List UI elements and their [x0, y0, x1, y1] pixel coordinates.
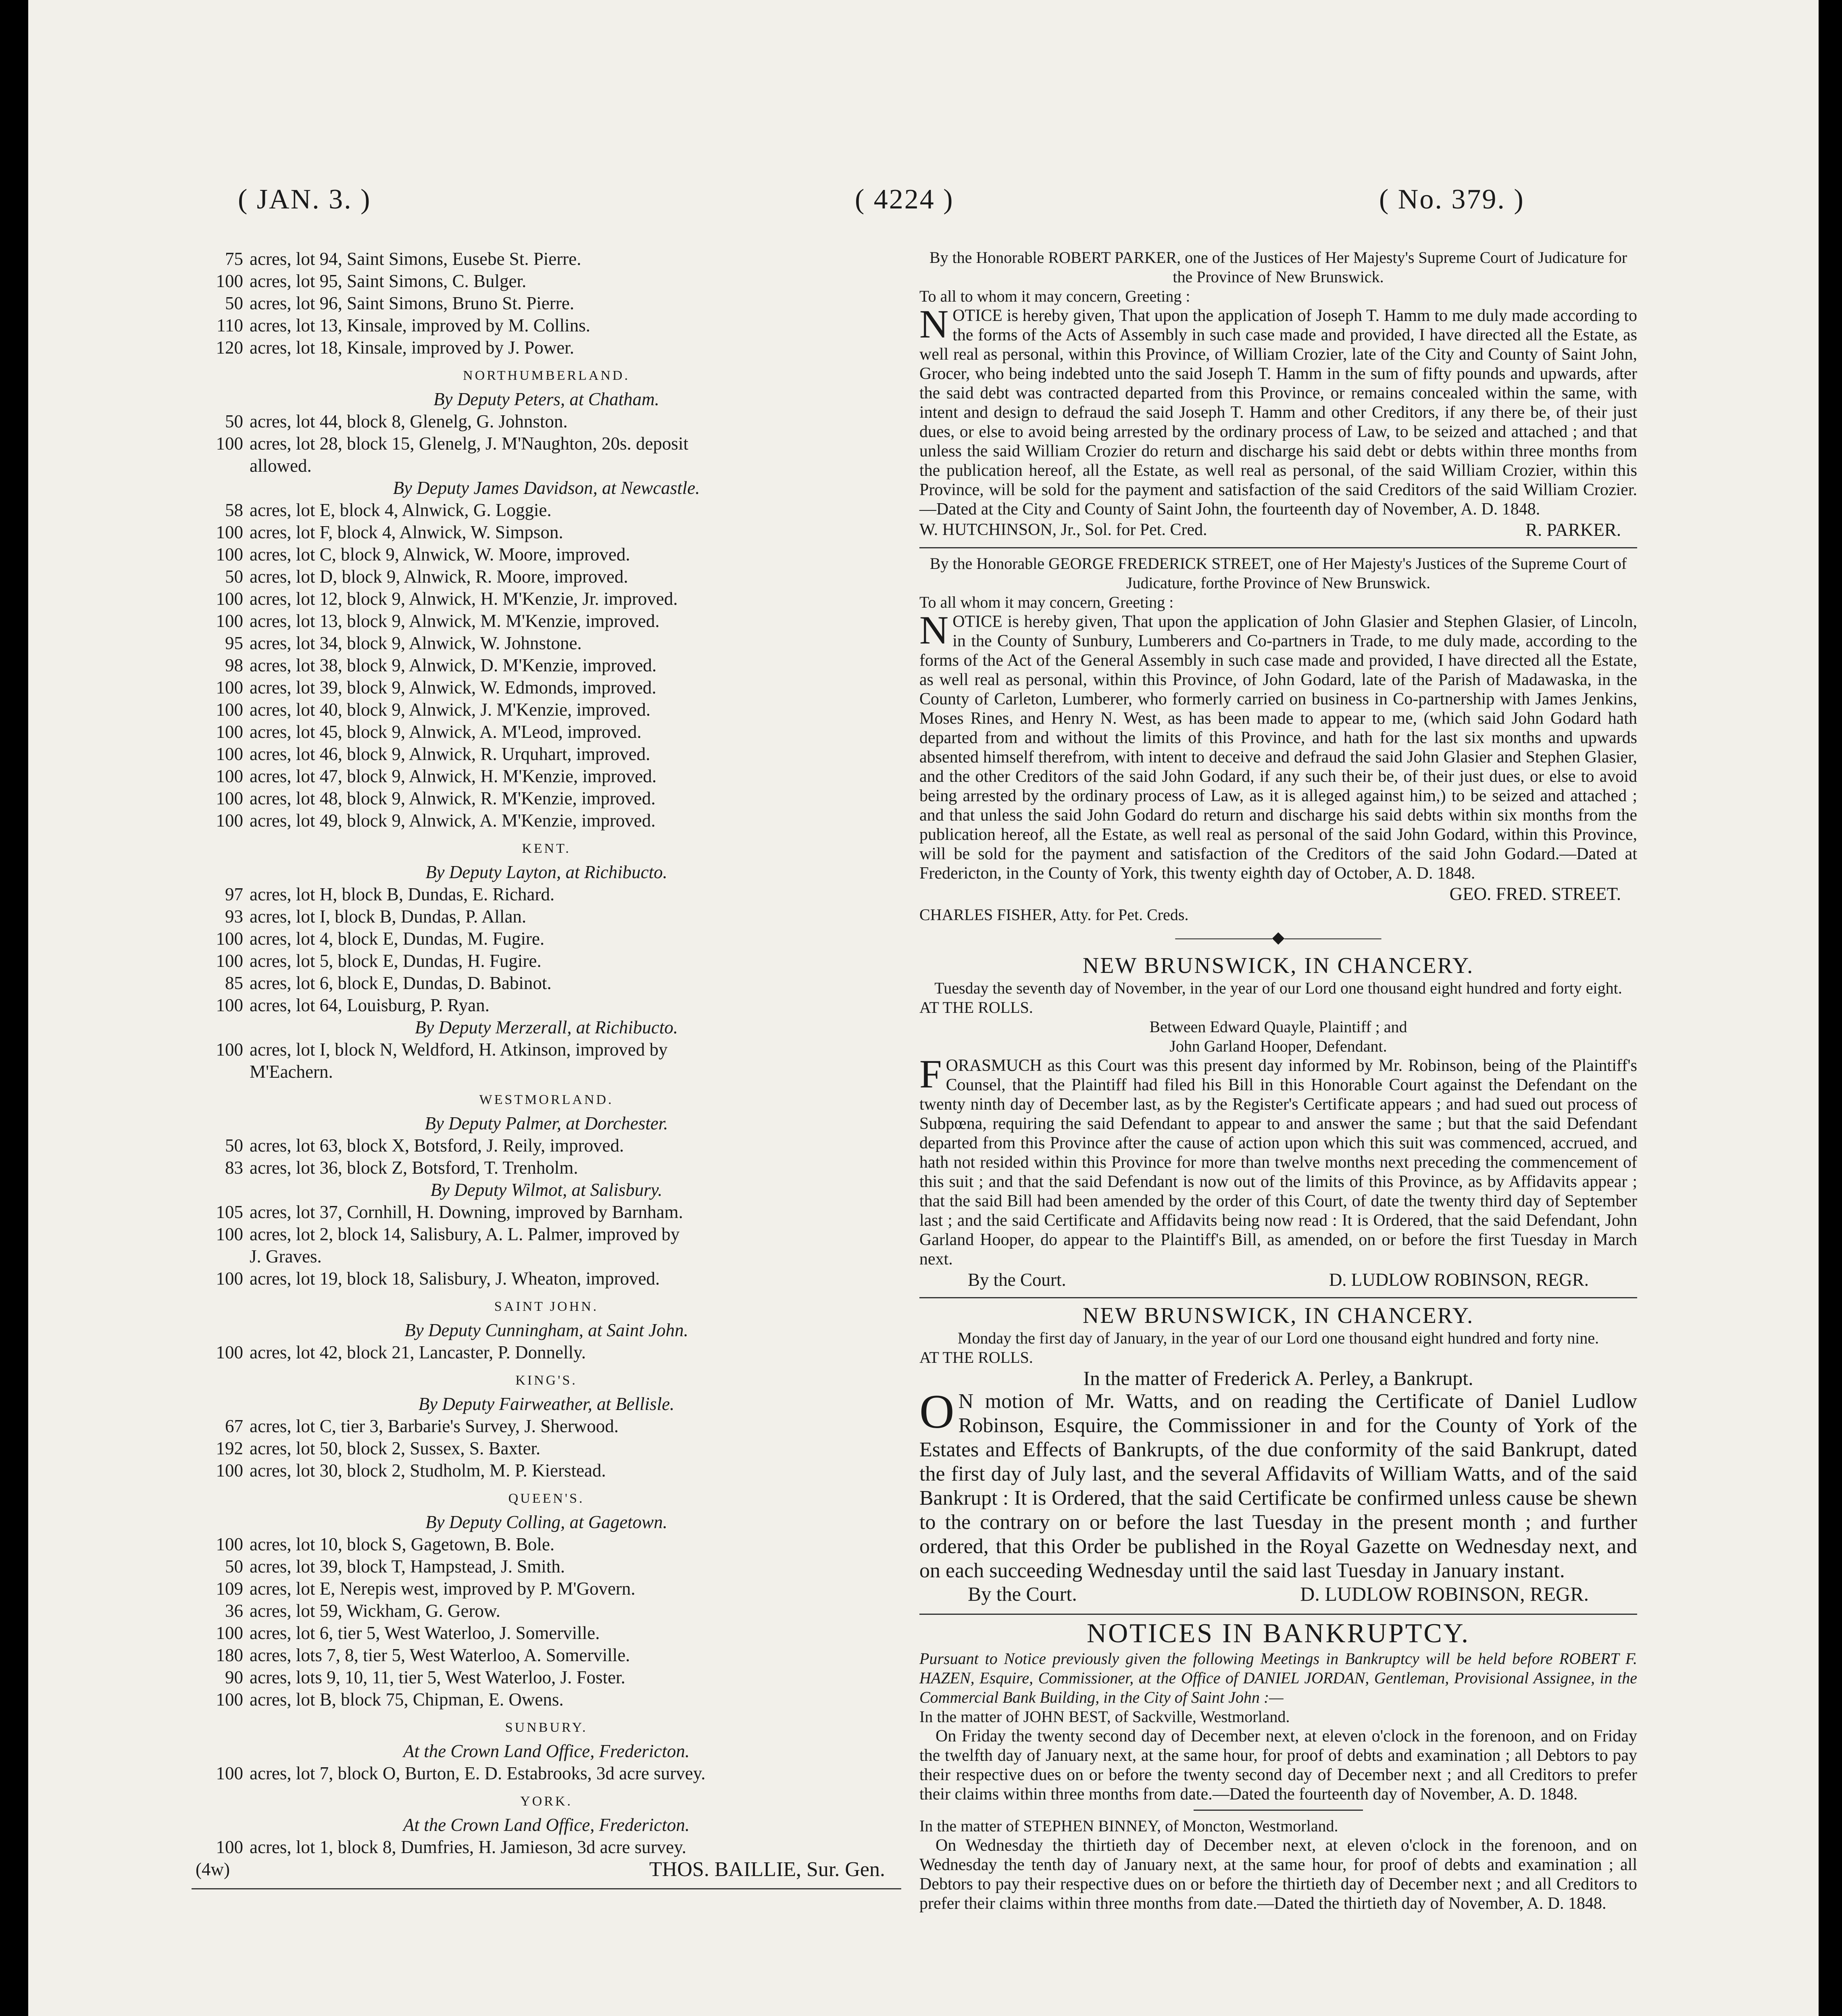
notice-body: NOTICE is hereby given, That upon the application of Joseph T. Hamm to me duly made according to the forms of the Acts of Assembly in such case made and provided, I have directed all the Estate, as well real as personal, within this Province, of William Crozier, late of the City and County of Saint John, Grocer, who being indebted unto the said Joseph T. Hamm in the sum of fifty pounds and upwards, after the said debt was contracted departed from this Province, or remains concealed within the same, with intent and design to defraud the said Joseph T. Hamm and other Creditors, if any there be, of their just dues, or else to avoid being arrested by the ordinary process of Law, to be seized and attached ; and that unless the said William Crozier do return and discharge his said debt or debts within three months from the publication hereof, all the Estate, as well real as personal, of the said William Crozier, within this Province, will be sold for the payment and satisfaction of the said Creditors of the said William Crozier.—Dated at the City and County of Saint John, the fourteenth day of November, A. D. 1848. — [919, 302, 1637, 519]
lot-acreage: 100 — [216, 744, 243, 764]
chancery-body: FORASMUCH as this Court was this present day informed by Mr. Robinson, being of the Plaintiff's Counsel, that the Plaintiff had filed his Bill in this Honorable Court against the Defendant on the twenty ninth day of December last, as by the Register's Certificate appears ; and had sued out process of Subpœna, requiring the said Defendant to appear to and answer the same ; but that the said Defendant departed from this Province after the cause of action upon which this suit was commenced, accrued, and hath not resided within this Province for more than twelve months next preceding the commencement of this suit ; and that the said Defendant is now out of the limits of this Province, as by Affidavits appear ; that the said Bill had been amended by the order of this Court, of date the twenty third day of September last ; and the said Certificate and Affidavits being now read : It is Ordered, that the said Defendant, John Garland Hooper, do appear to the Plaintiff's Bill, as amended, on or before the first Tuesday in March next. — [919, 1052, 1637, 1268]
lot-acreage: 100 — [216, 522, 243, 542]
lot-description: acres, lot 95, Saint Simons, C. Bulger. — [250, 271, 527, 291]
lot-entry — [192, 1201, 901, 1223]
lot-acreage: 100 — [216, 722, 243, 742]
lot-entry — [192, 699, 901, 721]
chancery-matter: In the matter of Frederick A. Perley, a Bankrupt. — [1083, 1367, 1473, 1389]
lot-description: acres, lot 50, block 2, Sussex, S. Baxter. — [250, 1438, 541, 1458]
lot-acreage: 100 — [216, 589, 243, 609]
lot-description: acres, lot 34, block 9, Alnwick, W. Johnstone. — [250, 633, 582, 653]
lot-entry — [192, 721, 901, 743]
lot-acreage: 95 — [225, 633, 243, 653]
lot-entry — [192, 632, 901, 654]
lot-acreage: 100 — [216, 677, 243, 698]
header-issue-number: ( No. 379. ) — [1379, 184, 1525, 215]
lot-description: acres, lot D, block 9, Alnwick, R. Moore, improved. — [250, 566, 628, 587]
lot-entry — [192, 1223, 901, 1245]
lot-entry — [192, 654, 901, 677]
lot-acreage: 83 — [225, 1158, 243, 1178]
lot-continuation: J. Graves. — [250, 1246, 322, 1266]
lot-acreage: 100 — [216, 611, 243, 631]
lot-acreage: 100 — [216, 766, 243, 786]
lot-acreage: 100 — [216, 544, 243, 564]
chancery-parties: Between Edward Quayle, Plaintiff ; and — [1149, 1018, 1407, 1036]
lot-description: acres, lot 36, block Z, Botsford, T. Trenholm. — [250, 1158, 578, 1178]
lot-entry — [192, 1556, 901, 1578]
lot-entry — [192, 1689, 901, 1711]
lot-description: acres, lot 38, block 9, Alnwick, D. M'Kenzie, improved. — [250, 655, 657, 675]
bankruptcy-matter: In the matter of JOHN BEST, of Sackville, Westmorland. — [919, 1708, 1290, 1726]
lot-description: acres, lot 37, Cornhill, H. Downing, improved by Barnham. — [250, 1202, 683, 1222]
divider — [919, 547, 1637, 548]
lot-entry — [192, 1578, 901, 1600]
lot-entry — [192, 677, 901, 699]
lot-continuation: allowed. — [250, 456, 312, 476]
lots-palmer — [192, 1135, 901, 1179]
lot-acreage: 50 — [225, 1135, 243, 1156]
lots-layton — [192, 883, 901, 1016]
signature-row — [919, 1269, 1637, 1291]
lot-acreage: 110 — [217, 315, 243, 335]
lot-acreage: 100 — [216, 433, 243, 454]
notice-body: NOTICE is hereby given, That upon the application of John Glasier and Stephen Glasier, of Lincoln, in the County of Sunbury, Lumberers and Co-partners in Trade, to me duly made, according to the forms of the Act of the General Assembly in such case made and provided, I have directed all the Estate, as well real as personal, within this Province, of John Godard, late of the Parish of Madawaska, in the County of Carleton, Lumberer, who formerly carried on business in Co-partnership with James Jenkins, Moses Rines, and Henry N. West, as has been made to appear to me, (which said John Godard hath departed from and without the limits of this Province, and hath for the last six months and upwards absented himself therefrom, with intent to deceive and defraud the said John Glasier and Stephen Glasier, and the other Creditors of the said John Godard, if any such their be, of their just dues, or else to avoid being arrested by the ordinary process of Law, as it is alleged against him,) to be seized and attached ; and that unless the said John Godard do return and discharge his said debts within six months from the publication hereof, all the Estate, as well real as personal of the said John Godard, within this Province, will be sold for the payment and satisfaction of the Creditors of the said John Godard.—Dated at Fredericton, in the County of York, this twenty eighth day of October, A. D. 1848. — [919, 608, 1637, 883]
lot-description: acres, lot 49, block 9, Alnwick, A. M'Kenzie, improved. — [250, 810, 656, 831]
county-heading: QUEEN'S. — [508, 1491, 585, 1506]
lot-entry — [192, 810, 901, 832]
lot-entry — [192, 292, 901, 314]
deputy-heading: By Deputy Colling, at Gagetown. — [425, 1512, 667, 1532]
lot-description: acres, lot H, block B, Dundas, E. Richard. — [250, 884, 555, 904]
lot-acreage: 100 — [216, 951, 243, 971]
bankruptcy-matter: In the matter of STEPHEN BINNEY, of Moncton, Westmorland. — [919, 1817, 1338, 1835]
lot-description: acres, lot 40, block 9, Alnwick, J. M'Kenzie, improved. — [250, 700, 651, 720]
lot-entry — [192, 972, 901, 994]
chancery-date: Tuesday the seventh day of November, in the year of our Lord one thousand eight hundred and forty eight. — [934, 979, 1622, 997]
lot-entry — [192, 1533, 901, 1556]
lot-entry — [192, 787, 901, 810]
deputy-heading: By Deputy James Davidson, at Newcastle. — [393, 478, 700, 498]
lot-entry — [192, 1600, 901, 1622]
lot-description: acres, lot 10, block S, Gagetown, B. Bole. — [250, 1534, 555, 1554]
office-heading: At the Crown Land Office, Fredericton. — [403, 1815, 690, 1835]
lot-description: acres, lot 13, Kinsale, improved by M. Collins. — [250, 315, 590, 335]
county-heading: WESTMORLAND. — [479, 1092, 614, 1107]
by-court: By the Court. — [968, 1583, 1077, 1605]
lot-entry — [192, 1460, 901, 1482]
signature-row — [919, 519, 1637, 541]
signature-row — [192, 1858, 901, 1883]
lot-entry — [192, 906, 901, 928]
lot-description: acres, lot 63, block X, Botsford, J. Reily, improved. — [250, 1135, 624, 1156]
lot-description: acres, lot 46, block 9, Alnwick, R. Urquhart, improved. — [250, 744, 650, 764]
lot-acreage: 67 — [225, 1416, 243, 1436]
chancery-defendant: John Garland Hooper, Defendant. — [1169, 1037, 1387, 1055]
lot-entry — [192, 433, 901, 455]
lot-acreage: 100 — [216, 271, 243, 291]
office-heading: At the Crown Land Office, Fredericton. — [403, 1741, 690, 1761]
lot-entry: 100 acres, lot I, block N, Weldford, H. Atkinson, improved by — [216, 1039, 668, 1060]
notice-greeting: To all whom it may concern, Greeting : — [919, 593, 1174, 611]
lot-entry — [192, 1644, 901, 1666]
lot-entry — [192, 1437, 901, 1460]
signature-row — [919, 1583, 1637, 1608]
lot-description: acres, lot E, Nerepis west, improved by P. M'Govern. — [250, 1579, 636, 1599]
lot-acreage: 50 — [225, 411, 243, 431]
county-heading: KING'S. — [515, 1373, 577, 1388]
lot-description: acres, lot 28, block 15, Glenelg, J. M'Naughton, 20s. deposit — [250, 433, 688, 454]
lot-entry — [192, 521, 901, 544]
lot-description: acres, lot 6, tier 5, West Waterloo, J. Somerville. — [250, 1623, 600, 1643]
lot-acreage: 97 — [225, 884, 243, 904]
lot-description: acres, lot 39, block T, Hampstead, J. Smith. — [250, 1556, 565, 1577]
lot-description: acres, lot F, block 4, Alnwick, W. Simpson. — [250, 522, 563, 542]
lot-acreage: 100 — [216, 1460, 243, 1481]
lot-acreage: 109 — [216, 1579, 243, 1599]
deputy-heading: By Deputy Fairweather, at Bellisle. — [418, 1394, 675, 1414]
bankruptcy-body: On Friday the twenty second day of December next, at eleven o'clock in the forenoon, and on Friday the twelfth day of January next, at the same hour, for proof of debts and examination ; all Debtors to pay their respective dues on or before the twenty second day of December next ; and all Creditors to prefer their claims within three months from date.—Dated the fourteenth day of November, A. D. 1848. — [919, 1727, 1637, 1804]
lot-entry — [192, 994, 901, 1016]
lots-davidson — [192, 499, 901, 832]
lot-acreage: 100 — [216, 788, 243, 808]
lot-entry — [192, 566, 901, 588]
land-lots-column — [192, 248, 901, 1895]
lot-description: acres, lot E, block 4, Alnwick, G. Loggie. — [250, 500, 552, 520]
lot-entry — [192, 499, 901, 521]
lot-entry: 100 acres, lot 7, block O, Burton, E. D. Estabrooks, 3d acre survey. — [216, 1763, 706, 1783]
lot-entry — [192, 883, 901, 906]
lot-acreage: 120 — [216, 337, 243, 358]
lot-entry: 100 acres, lot 1, block 8, Dumfries, H. Jamieson, 3d acre survey. — [216, 1837, 687, 1857]
lot-acreage: 100 — [216, 1623, 243, 1643]
lot-entry: 100 acres, lot 19, block 18, Salisbury, J. Wheaton, improved. — [216, 1268, 660, 1289]
chancery-title: NEW BRUNSWICK, IN CHANCERY. — [1082, 953, 1474, 978]
bankruptcy-title: NOTICES IN BANKRUPTCY. — [1086, 1618, 1470, 1648]
gazette-page — [28, 0, 1819, 2016]
bankruptcy-body: On Wednesday the thirtieth day of December next, at eleven o'clock in the forenoon, and on Wednesday the tenth day of January next, at the same hour, for proof of debts and examination ; all Debtors to pay their respective dues on or before the thirtieth day of December next ; and all Creditors to prefer their claims within three months from date.—Dated the thirtieth day of November, A. D. 1848. — [919, 1836, 1637, 1913]
lot-acreage: 36 — [225, 1601, 243, 1621]
lots-peters — [192, 410, 901, 455]
lot-description: acres, lot 64, Louisburg, P. Ryan. — [250, 995, 490, 1015]
registrar-signature: D. LUDLOW ROBINSON, REGR. — [1329, 1270, 1589, 1290]
lot-entry — [192, 743, 901, 765]
lots-colling — [192, 1533, 901, 1711]
lot-entry — [192, 544, 901, 566]
chancery-body: O N motion of Mr. Watts, and on reading the Certificate of Daniel Ludlow Robinson, Esquire, the Commissioner in and for the County of York of the Estates and Effects of Bankrupts, of the due conformity of the said Bankrupt, dated the first day of July last, and the several Affidavits of William Watts, and of the said Bankrupt : It is Ordered, that the said Certificate be confirmed unless cause be shewn to the contrary on or before the last Tuesday in the present month ; and further ordered, that this Order be published in the Royal Gazette on Wednesday next, and on each succeeding Wednesday until the said last Tuesday in January instant. — [919, 1385, 1637, 1582]
lot-description: acres, lot C, block 9, Alnwick, W. Moore, improved. — [250, 544, 630, 564]
notice-greeting: To all to whom it may concern, Greeting : — [919, 287, 1190, 305]
lot-acreage: 58 — [225, 500, 243, 520]
header-date: ( JAN. 3. ) — [238, 184, 371, 215]
deputy-heading: By Deputy Wilmot, at Salisbury. — [430, 1180, 663, 1200]
notice-attorney: CHARLES FISHER, Atty. for Pet. Creds. — [919, 906, 1189, 924]
lot-description: acres, lot 47, block 9, Alnwick, H. M'Kenzie, improved. — [250, 766, 657, 786]
lot-description: acres, lot 48, block 9, Alnwick, R. M'Kenzie, improved. — [250, 788, 656, 808]
surveyor-signature: THOS. BAILLIE, Sur. Gen. — [649, 1858, 885, 1881]
lot-description: acres, lot I, block B, Dundas, P. Allan. — [250, 906, 527, 927]
lot-description: acres, lot 6, block E, Dundas, D. Babinot. — [250, 973, 552, 993]
lot-entry — [192, 1666, 901, 1689]
lots-top — [192, 248, 901, 359]
lot-description: acres, lot 2, block 14, Salisbury, A. L. Palmer, improved by — [250, 1224, 680, 1244]
lot-entry — [192, 1135, 901, 1157]
lot-acreage: 50 — [225, 566, 243, 587]
lot-continuation: M'Eachern. — [250, 1062, 333, 1082]
lots-wilmot — [192, 1201, 901, 1245]
lot-acreage: 100 — [216, 1534, 243, 1554]
lot-description: acres, lot B, block 75, Chipman, E. Owens. — [250, 1689, 564, 1710]
lot-entry — [192, 270, 901, 292]
deputy-heading: By Deputy Peters, at Chatham. — [433, 389, 659, 409]
bankruptcy-intro: Pursuant to Notice previously given the following Meetings in Bankruptcy will be held before ROBERT F. HAZEN, Esquire, Commissioner, at the Office of DANIEL JORDAN, Gentleman, Provisional Assignee, in the Commercial Bank Building, in the City of Saint John :— — [919, 1649, 1637, 1706]
chancery-rolls: AT THE ROLLS. — [919, 1348, 1033, 1366]
lot-description: acres, lot 39, block 9, Alnwick, W. Edmonds, improved. — [250, 677, 656, 698]
county-heading: SUNBURY. — [505, 1720, 588, 1735]
lot-acreage: 100 — [216, 700, 243, 720]
county-heading: SAINT JOHN. — [494, 1299, 599, 1314]
ornament-divider: ——————◆—————— — [1175, 928, 1382, 946]
lot-acreage: 50 — [225, 293, 243, 313]
lot-description: acres, lot 59, Wickham, G. Gerow. — [250, 1601, 500, 1621]
lot-entry — [192, 588, 901, 610]
lot-entry — [192, 337, 901, 359]
lot-acreage: 100 — [216, 810, 243, 831]
lot-acreage: 100 — [216, 1689, 243, 1710]
lot-description: acres, lots 9, 10, 11, tier 5, West Waterloo, J. Foster. — [250, 1667, 625, 1687]
header-page-number: ( 4224 ) — [855, 184, 954, 215]
lot-entry — [192, 1415, 901, 1437]
deputy-heading: By Deputy Merzerall, at Richibucto. — [415, 1017, 678, 1037]
deputy-heading: By Deputy Layton, at Richibucto. — [425, 862, 667, 882]
chancery-title: NEW BRUNSWICK, IN CHANCERY. — [1082, 1303, 1474, 1328]
chancery-rolls: AT THE ROLLS. — [919, 998, 1033, 1016]
notice-signature: GEO. FRED. STREET. — [1449, 884, 1621, 904]
lot-description: acres, lots 7, 8, tier 5, West Waterloo, A. Somerville. — [250, 1645, 630, 1665]
lot-entry — [192, 1622, 901, 1644]
lot-acreage: 93 — [225, 906, 243, 927]
lot-description: acres, lot 30, block 2, Studholm, M. P. Kierstead. — [250, 1460, 606, 1481]
chancery-date: Monday the first day of January, in the year of our Lord one thousand eight hundred and forty nine. — [957, 1329, 1599, 1347]
lot-entry — [192, 1157, 901, 1179]
lot-acreage: 105 — [216, 1202, 243, 1222]
lot-description: acres, lot C, tier 3, Barbarie's Survey, J. Sherwood. — [250, 1416, 619, 1436]
lot-acreage: 192 — [216, 1438, 243, 1458]
divider — [919, 1614, 1637, 1615]
divider — [1194, 1810, 1363, 1811]
lot-acreage: 85 — [225, 973, 243, 993]
lot-acreage: 98 — [225, 655, 243, 675]
notices-column — [919, 248, 1637, 1913]
insertion-mark: (4w) — [196, 1859, 230, 1879]
deputy-heading: By Deputy Palmer, at Dorchester. — [425, 1113, 668, 1133]
lot-entry: 100 acres, lot 42, block 21, Lancaster, P. Donnelly. — [216, 1342, 586, 1362]
lot-entry — [192, 410, 901, 433]
lot-description: acres, lot 18, Kinsale, improved by J. Power. — [250, 337, 574, 358]
lot-description: acres, lot 96, Saint Simons, Bruno St. Pierre. — [250, 293, 574, 313]
lots-fairweather — [192, 1415, 901, 1482]
lot-entry — [192, 765, 901, 787]
lot-description: acres, lot 5, block E, Dundas, H. Fugire. — [250, 951, 542, 971]
by-court: By the Court. — [968, 1270, 1066, 1290]
lot-entry — [192, 248, 901, 270]
lot-acreage: 100 — [216, 995, 243, 1015]
county-heading: KENT. — [522, 841, 571, 856]
deputy-heading: By Deputy Cunningham, at Saint John. — [404, 1320, 688, 1340]
lot-description: acres, lot 44, block 8, Glenelg, G. Johnston. — [250, 411, 568, 431]
lot-entry — [192, 950, 901, 972]
lot-description: acres, lot 12, block 9, Alnwick, H. M'Kenzie, Jr. improved. — [250, 589, 678, 609]
divider — [192, 1888, 901, 1889]
lot-acreage: 90 — [225, 1667, 243, 1687]
lot-description: acres, lot 4, block E, Dundas, M. Fugire. — [250, 929, 545, 949]
lot-acreage: 75 — [225, 249, 243, 269]
lot-entry — [192, 928, 901, 950]
notice-intro: By the Honorable ROBERT PARKER, one of the Justices of Her Majesty's Supreme Court of Judicature for the Province of New Brunswick. — [929, 248, 1627, 286]
lot-entry — [192, 314, 901, 337]
lot-acreage: 180 — [216, 1645, 243, 1665]
county-heading: NORTHUMBERLAND. — [463, 368, 630, 383]
lot-acreage: 100 — [216, 1224, 243, 1244]
notice-intro: By the Honorable GEORGE FREDERICK STREET, one of Her Majesty's Justices of the Supreme Court of Judicature, forthe Province of New Brunswick. — [929, 554, 1627, 592]
divider — [919, 1297, 1637, 1298]
lot-acreage: 100 — [216, 929, 243, 949]
lot-entry — [192, 610, 901, 632]
lot-description: acres, lot 13, block 9, Alnwick, M. M'Kenzie, improved. — [250, 611, 660, 631]
notice-signature: R. PARKER. — [1525, 520, 1621, 540]
lot-description: acres, lot 94, Saint Simons, Eusebe St. Pierre. — [250, 249, 581, 269]
lot-acreage: 50 — [225, 1556, 243, 1577]
registrar-signature: D. LUDLOW ROBINSON, REGR. — [1300, 1583, 1589, 1605]
lot-description: acres, lot 45, block 9, Alnwick, A. M'Leod, improved. — [250, 722, 642, 742]
county-heading: YORK. — [520, 1794, 573, 1809]
notice-solicitor: W. HUTCHINSON, Jr., Sol. for Pet. Cred. — [919, 521, 1207, 539]
